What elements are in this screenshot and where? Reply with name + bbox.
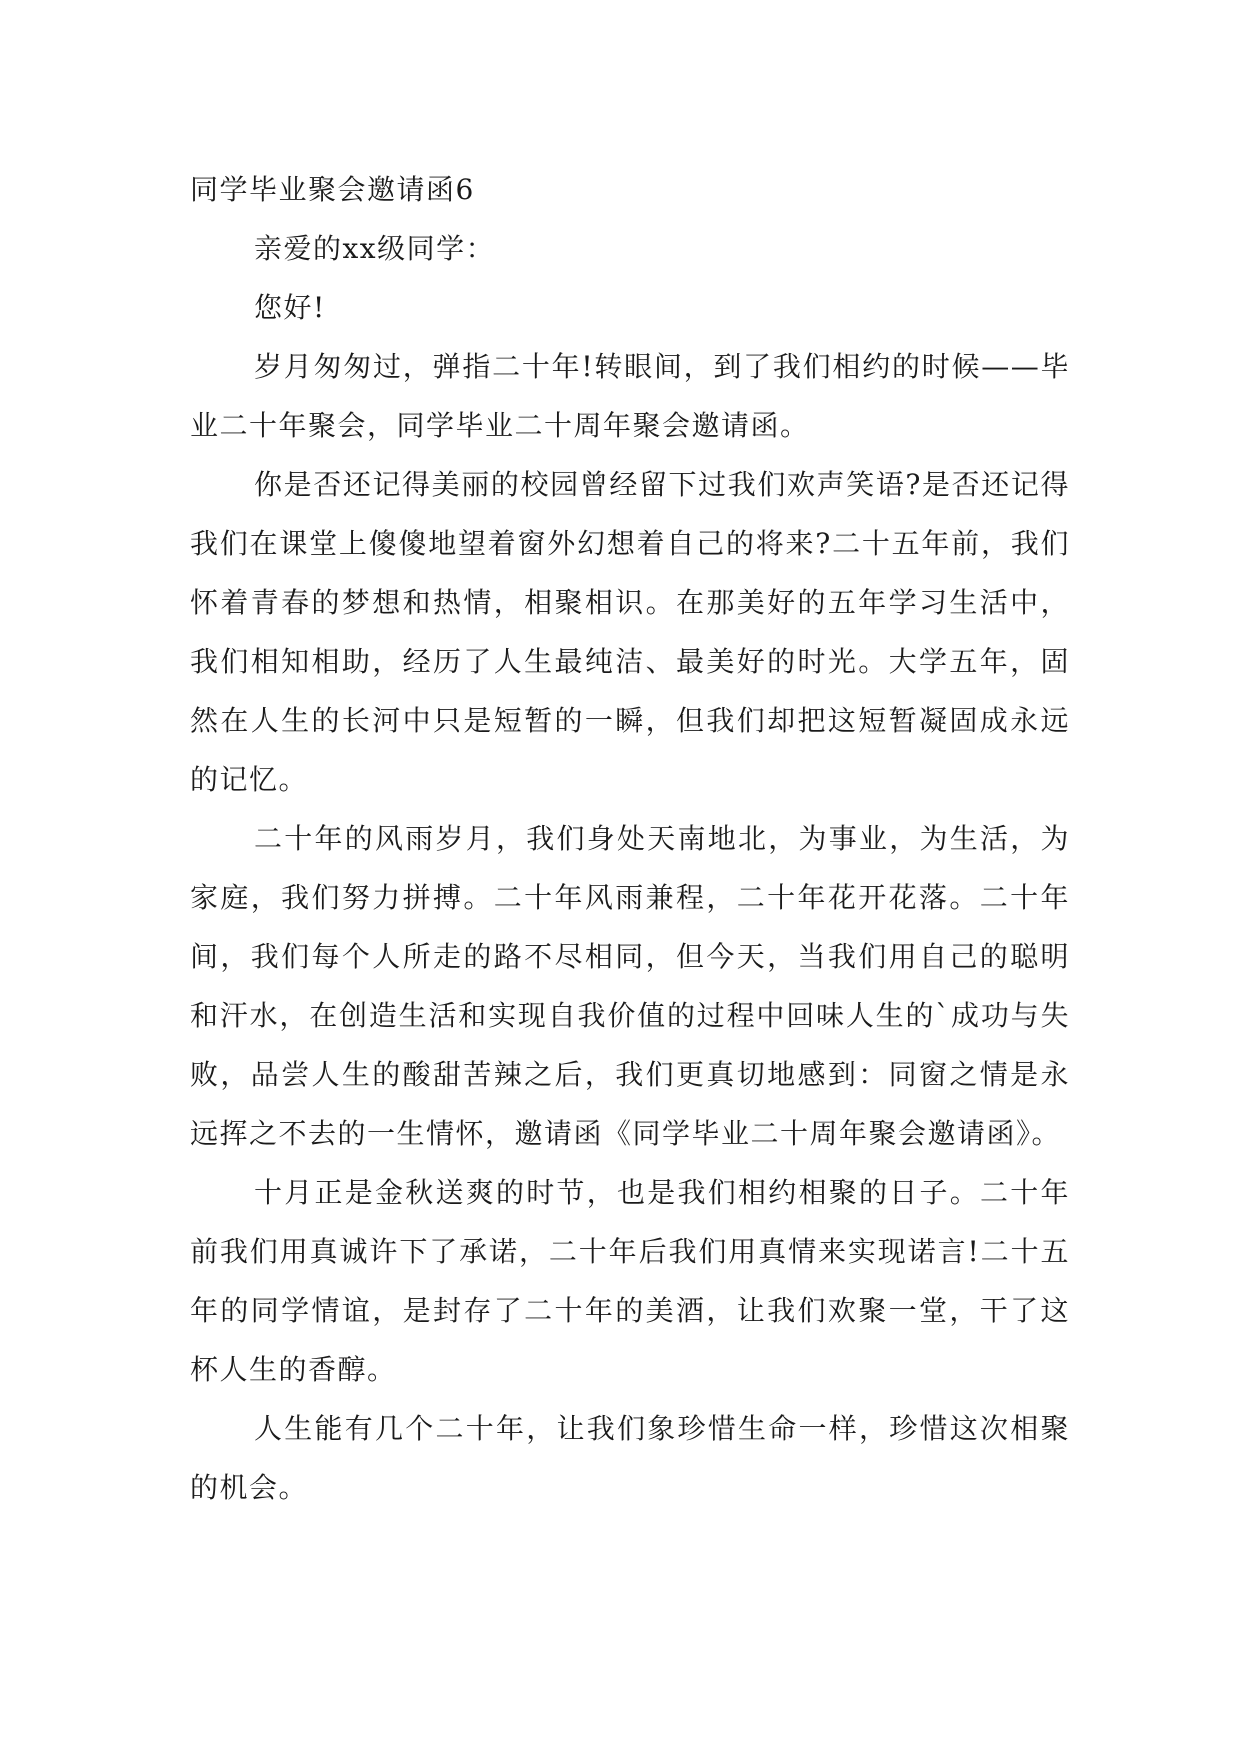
- document-body: [190, 160, 1070, 1517]
- paragraph: 二十年的风雨岁月，我们身处天南地北，为事业，为生活，为家庭，我们努力拼搏。二十年风雨兼程，二十年花开花落。二十年间，我们每个人所走的路不尽相同，但今天，当我们用自己的聪明和汗水，在创造生活和实现自我价值的过程中回味人生的`成功与失败，品尝人生的酸甜苦辣之后，我们更真切地感到：同窗之情是永远挥之不去的一生情怀，邀请函《同学毕业二十周年聚会邀请函》。: [190, 822, 1070, 1150]
- paragraph: 人生能有几个二十年，让我们象珍惜生命一样，珍惜这次相聚的机会。: [190, 1412, 1070, 1504]
- paragraph: 岁月匆匆过，弹指二十年!转眼间，到了我们相约的时候——毕业二十年聚会，同学毕业二十周年聚会邀请函。: [190, 350, 1070, 442]
- document-title: 同学毕业聚会邀请函6: [190, 173, 475, 206]
- paragraph: 十月正是金秋送爽的时节，也是我们相约相聚的日子。二十年前我们用真诚许下了承诺，二十年后我们用真情来实现诺言!二十五年的同学情谊，是封存了二十年的美酒，让我们欢聚一堂，干了这杯人生的香醇。: [190, 1176, 1070, 1386]
- paragraph: 你是否还记得美丽的校园曾经留下过我们欢声笑语?是否还记得我们在课堂上傻傻地望着窗外幻想着自己的将来?二十五年前，我们怀着青春的梦想和热情，相聚相识。在那美好的五年学习生活中，我们相知相助，经历了人生最纯洁、最美好的时光。大学五年，固然在人生的长河中只是短暂的一瞬，但我们却把这短暂凝固成永远的记忆。: [190, 468, 1070, 796]
- salutation: 亲爱的xx级同学：: [254, 232, 496, 265]
- greeting: 您好!: [254, 291, 326, 324]
